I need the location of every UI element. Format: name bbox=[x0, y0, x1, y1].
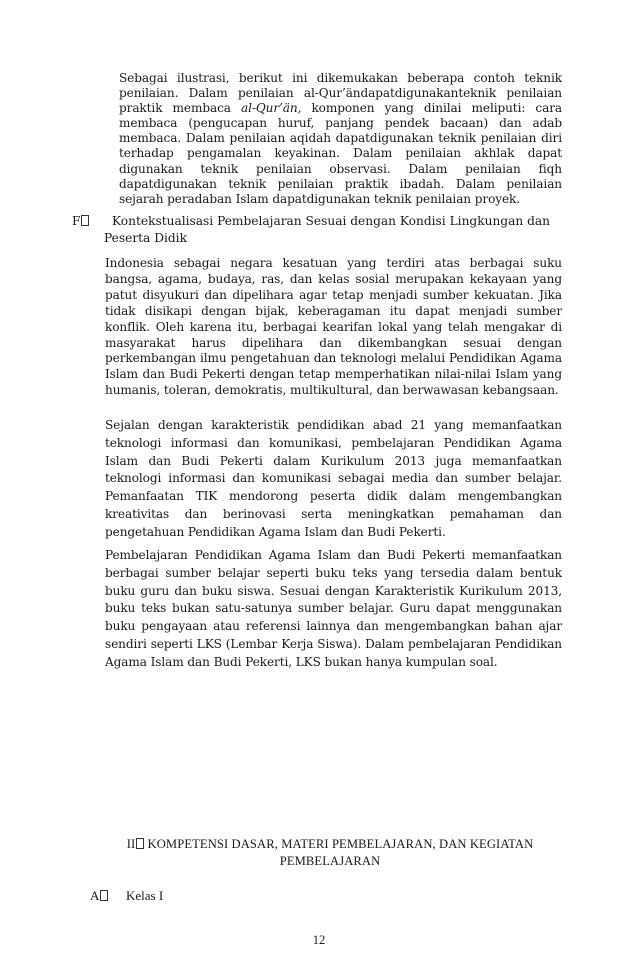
quran-italic-term: al-Qur’än, bbox=[240, 101, 302, 116]
missing-glyph-box-icon bbox=[81, 215, 89, 226]
missing-glyph-box-icon bbox=[100, 890, 108, 901]
section-ii-line-1 bbox=[100, 836, 560, 853]
learning-resources-paragraph: Pembelajaran Pendidikan Agama Islam dan Budi Pekerti memanfaatkan berbagai sumber belajar seperti buku teks yang tersedia dalam bentuk buku guru dan buku siswa. Sesuai dengan Karakteristik Kurikulum 2013, buku teks bukan satu-satunya sumber belajar. Guru dapat menggunakan buku pengayaan atau referensi lainnya dan mengembangkan bahan ajar sendiri seperti LKS (Lembar Kerja Siswa). Dalam pembelajaran Pendidikan Agama Islam dan Budi Pekerti, LKS bukan hanya kumpulan soal. bbox=[105, 548, 562, 669]
assessment-illustration-paragraph bbox=[119, 71, 562, 207]
section-f-heading bbox=[72, 213, 578, 247]
section-ii-title-line-2: PEMBELAJARAN bbox=[279, 854, 381, 868]
ict-paragraph: Sejalan dengan karakteristik pendidikan abad 21 yang memanfaatkan teknologi informasi dan komunikasi, pembelajaran Pendidikan Agama Islam dan Budi Pekerti dalam Kurikulum 2013 juga memanfaatkan teknologi informasi dan komunikasi sebagai media dan sumber belajar. Pemanfaatan TIK mendorong peserta didik dalam mengembangkan kreativitas dan berinovasi serta meningkatkan pemahaman dan pengetahuan Pendidikan Agama Islam dan Budi Pekerti. bbox=[105, 418, 562, 539]
section-ii-heading bbox=[100, 836, 560, 870]
subsection-a-title: Kelas I bbox=[126, 888, 164, 903]
paragraph-text-end: komponen yang dinilai meliputi: cara membaca (pengucapan huruf, panjang pendek bacaan) dan adab membaca. Dalam penilaian aqidah dapatdigunakan teknik penilaian diri terhadap pengamalan keyakinan. Dalam penilaian akhlak dapat digunakan teknik penilaian observasi. Dalam penilaian fiqh dapatdigunakan teknik penilaian praktik ibadah. Dalam penilaian sejarah peradaban Islam dapatdigunakan teknik penilaian proyek. bbox=[119, 101, 563, 206]
diversity-paragraph: Indonesia sebagai negara kesatuan yang terdiri atas berbagai suku bangsa, agama, budaya, ras, dan kelas sosial merupakan kekayaan yang patut disyukuri dan dipelihara agar tetap menjadi sumber kekuatan. Jika tidak disikapi dengan bijak, keberagaman itu dapat menjadi sumber konflik. Oleh karena itu, berbagai kearifan lokal yang telah mengakar di masyarakat harus dipelihara dan dikembangkan sesuai dengan perkembangan ilmu pengetahuan dan teknologi melalui Pendidikan Agama Islam dan Budi Pekerti dengan tetap memperhatikan nilai-nilai Islam yang humanis, toleran, demokratis, multikultural, dan berwawasan kebangsaan. bbox=[105, 256, 562, 398]
section-f-marker: F bbox=[72, 214, 81, 228]
subsection-a-marker: A bbox=[90, 888, 100, 903]
section-f-title: Kontekstualisasi Pembelajaran Sesuai dengan Kondisi Lingkungan dan Peserta Didik bbox=[104, 214, 551, 245]
page-number: 12 bbox=[312, 933, 326, 947]
section-ii-marker: II bbox=[126, 837, 136, 851]
paragraph-text-start: Sebagai ilustrasi, berikut ini dikemukakan beberapa contoh teknik penilaian. Dalam penilaian al-Qur’ändapatdigunakanteknik penilaian praktik membaca bbox=[119, 71, 562, 116]
subsection-a-heading bbox=[90, 888, 163, 904]
section-ii-title-line-1: KOMPETENSI DASAR, MATERI PEMBELAJARAN, DAN KEGIATAN bbox=[147, 837, 534, 851]
missing-glyph-box-icon bbox=[136, 838, 144, 849]
